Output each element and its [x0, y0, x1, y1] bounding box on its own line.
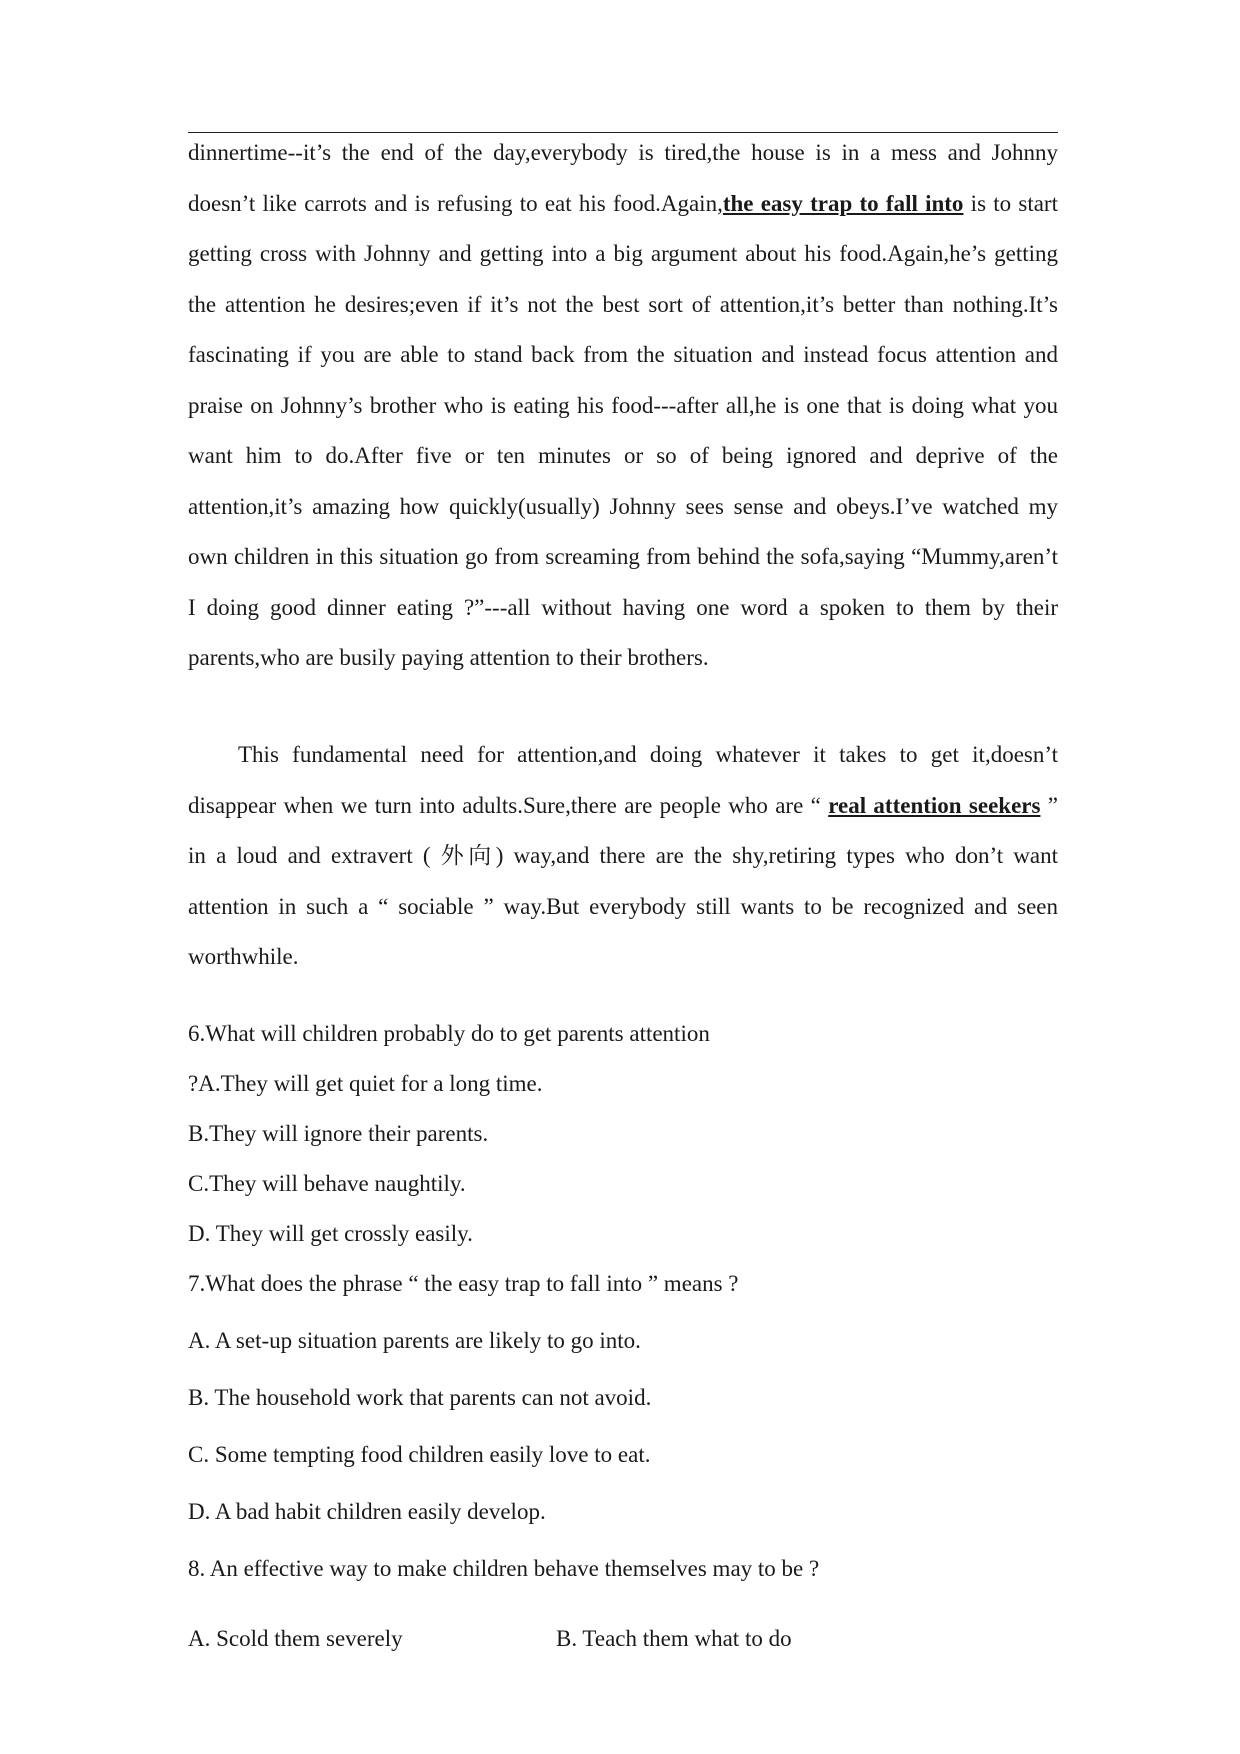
passage-text: This fundamental need for attention,and doing whatever it takes to get it,doesn’t disappear when we turn into adults.Sure,there are people who are “	[188, 742, 1058, 818]
passage-text: dinnertime--it’s the end of the day,everybody is tired,the house is in a mess and Johnny doesn’t like carrots and is refusing to eat his food.Again,	[188, 140, 1058, 216]
question-8-stem: 8. An effective way to make children behave themselves may to be ?	[188, 1556, 820, 1581]
question-7-option-b: B. The household work that parents can not avoid.	[188, 1385, 652, 1410]
passage-paragraph-2	[188, 730, 1058, 983]
highlighted-phrase-attention-seekers: real attention seekers	[828, 792, 1041, 818]
question-6-stem: 6.What will children probably do to get parents attention	[188, 1021, 710, 1046]
question-7-option-c: C. Some tempting food children easily love to eat.	[188, 1442, 651, 1467]
question-6-option-d: D. They will get crossly easily.	[188, 1221, 473, 1246]
highlighted-phrase-easy-trap: the easy trap to fall into	[722, 190, 964, 216]
question-6-option-a: ?A.They will get quiet for a long time.	[188, 1071, 543, 1096]
question-7-option-a: A. A set-up situation parents are likely to go into.	[188, 1328, 641, 1353]
question-8-option-b: B. Teach them what to do	[556, 1626, 792, 1651]
passage-paragraph-1	[188, 128, 1058, 684]
question-7-stem: 7.What does the phrase “ the easy trap to fall into ” means ?	[188, 1271, 739, 1296]
question-7-option-d: D. A bad habit children easily develop.	[188, 1499, 546, 1524]
passage-text: is to start getting cross with Johnny and getting into a big argument about his food.Again,he’s getting the attention he desires;even if it’s not the best sort of attention,it’s better than nothing.It’s fascinating if you are able to stand back from the situation and instead focus attention and praise on Johnny’s brother who is eating his food---after all,he is one that is doing what you want him to do.After five or ten minutes or so of being ignored and deprive of the attention,it’s amazing how quickly(usually) Johnny sees sense and obeys.I’ve watched my own children in this situation go from screaming from behind the sofa,saying “Mummy,aren’t I doing good dinner eating ?”---all without having one word a spoken to them by their parents,who are busily paying attention to their brothers.	[188, 190, 1058, 670]
question-6-option-c: C.They will behave naughtily.	[188, 1171, 466, 1196]
question-6-option-b: B.They will ignore their parents.	[188, 1121, 489, 1146]
question-8-options	[188, 1626, 1058, 1666]
question-8-option-a: A. Scold them severely	[188, 1626, 403, 1651]
passage-text: ” in a loud and extravert ( 外向) way,and there are the shy,retiring types who don’t want attention in such a “ sociable ” way.But everybody still wants to be recognized and seen worthwhile.	[188, 792, 1059, 969]
